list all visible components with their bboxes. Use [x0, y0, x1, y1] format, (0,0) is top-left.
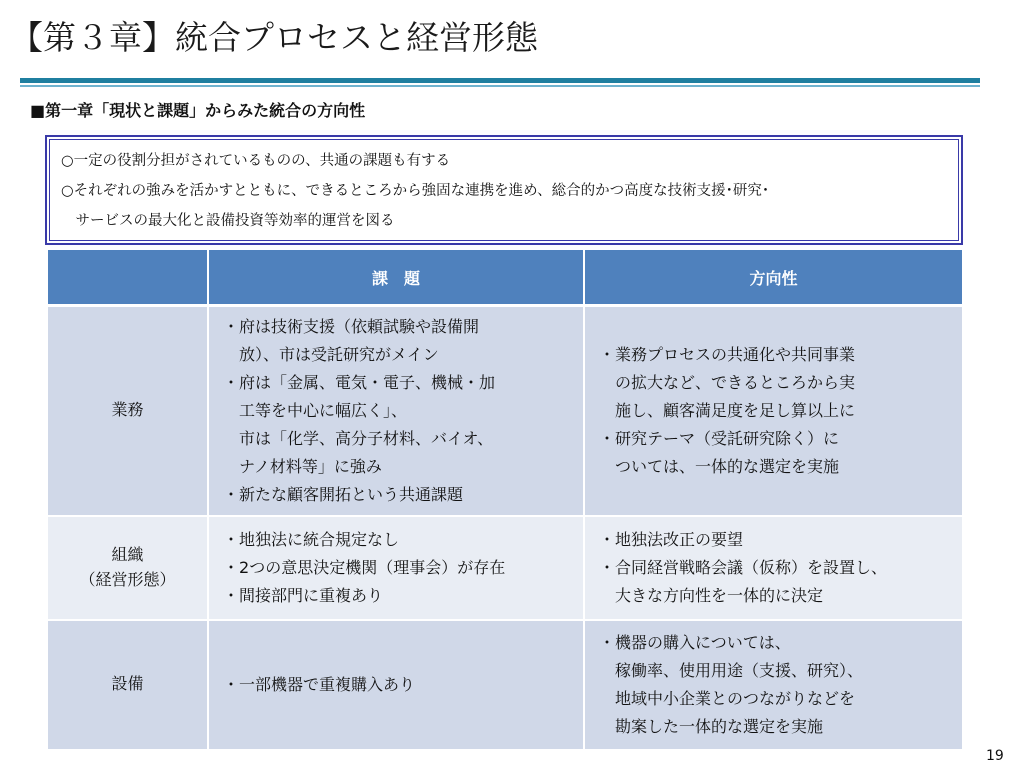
- title-underline-thin: [20, 85, 980, 87]
- list-item-line: 工等を中心に幅広く」、: [239, 400, 408, 420]
- row-label-line: 設備: [111, 674, 144, 694]
- issues-list: [209, 671, 583, 699]
- row-label-line: 業務: [111, 400, 144, 420]
- list-item-text: [615, 629, 863, 741]
- list-item-text: [239, 554, 505, 582]
- section-heading: ■第一章「現状と課題」からみた統合の方向性: [30, 101, 366, 120]
- list-item-line: 施し、顧客満足度を足し算以上に: [615, 400, 856, 420]
- list-item-line: 間接部門に重複あり: [239, 585, 384, 605]
- list-item-line: 府は「金属、電気・電子、機械・加: [239, 372, 496, 392]
- comparison-table: [48, 250, 962, 751]
- list-item-line: 市は「化学、高分子材料、バイオ、: [239, 428, 494, 448]
- list-item-line: 業務プロセスの共通化や共同事業: [615, 344, 856, 364]
- direction-cell: [584, 516, 962, 620]
- list-item-line: ついては、一体的な選定を実施: [615, 456, 840, 476]
- list-item-line: 勘案した一体的な選定を実施: [615, 716, 824, 736]
- list-item-line: の拡大など、できるところから実: [615, 372, 856, 392]
- list-item-line: 新たな顧客開拓という共通課題: [239, 484, 464, 504]
- direction-list: [585, 526, 962, 610]
- table-row: [48, 516, 962, 620]
- header-blank: [48, 250, 208, 306]
- list-item-text: [239, 313, 479, 369]
- list-item-line: 2つの意思決定機関（理事会）が存在: [239, 557, 506, 577]
- intro-line: ○一定の役割分担がされているものの、共通の課題も有する: [61, 153, 451, 169]
- row-label: [48, 620, 208, 750]
- list-item-text: [239, 526, 399, 554]
- page-number: 19: [986, 748, 1004, 764]
- row-label-line: 組織: [111, 544, 144, 564]
- table-row: [48, 620, 962, 750]
- list-item: [599, 554, 956, 610]
- list-item: [599, 526, 956, 554]
- header-issues: 課 題: [208, 250, 584, 306]
- intro-box: [45, 135, 963, 245]
- list-item-line: 地域中小企業とのつながりなどを: [615, 688, 856, 708]
- list-item: [599, 629, 956, 741]
- row-label-line: （経営形態）: [79, 569, 176, 589]
- list-item: [223, 671, 577, 699]
- list-item: [223, 582, 577, 610]
- list-item-line: 地独法改正の要望: [615, 529, 744, 549]
- list-item-line: 稼働率、使用用途（支援、研究）、: [615, 660, 864, 680]
- bullet-mark: ・: [599, 344, 616, 364]
- list-item-line: 地独法に統合規定なし: [239, 529, 400, 549]
- title-underline: [20, 78, 980, 83]
- bullet-mark: ・: [599, 632, 616, 652]
- list-item-text: [239, 369, 495, 481]
- bullet-mark: ・: [223, 557, 240, 577]
- issues-cell: [208, 516, 584, 620]
- direction-cell: [584, 620, 962, 750]
- issues-list: [209, 313, 583, 509]
- list-item: [223, 481, 577, 509]
- list-item-line: 合同経営戦略会議（仮称）を設置し、: [615, 557, 888, 577]
- list-item-line: 府は技術支援（依頼試験や設備開: [239, 316, 480, 336]
- list-item: [223, 313, 577, 369]
- list-item-text: [615, 526, 743, 554]
- direction-list: [585, 341, 962, 481]
- list-item-line: 一部機器で重複購入あり: [239, 674, 416, 694]
- issues-cell: [208, 306, 584, 516]
- row-label: [48, 306, 208, 516]
- list-item-text: [239, 481, 463, 509]
- header-direction: 方向性: [584, 250, 962, 306]
- list-item: [599, 341, 956, 425]
- list-item-text: [239, 671, 415, 699]
- list-item-text: [239, 582, 383, 610]
- bullet-mark: ・: [223, 316, 240, 336]
- table-header-row: [48, 250, 962, 306]
- bullet-mark: ・: [599, 529, 616, 549]
- list-item-line: 放）、市は受託研究がメイン: [239, 344, 439, 364]
- list-item-line: 機器の購入については、: [615, 632, 791, 652]
- list-item: [599, 425, 956, 481]
- bullet-mark: ・: [223, 529, 240, 549]
- table-row: [48, 306, 962, 516]
- intro-line: サービスの最大化と設備投資等効率的運営を図る: [61, 213, 395, 229]
- bullet-mark: ・: [599, 557, 616, 577]
- bullet-mark: ・: [223, 585, 240, 605]
- list-item: [223, 554, 577, 582]
- list-item-line: 研究テーマ（受託研究除く）に: [615, 428, 840, 448]
- list-item-line: 大きな方向性を一体的に決定: [615, 585, 824, 605]
- list-item: [223, 369, 577, 481]
- intro-line: ○それぞれの強みを活かすとともに、できるところから強固な連携を進め、総合的かつ高度な技術支援･研究･: [61, 183, 770, 199]
- bullet-mark: ・: [223, 484, 240, 504]
- slide-title: 【第３章】統合プロセスと経営形態: [10, 18, 538, 57]
- bullet-mark: ・: [223, 674, 240, 694]
- bullet-mark: ・: [223, 372, 240, 392]
- bullet-mark: ・: [599, 428, 616, 448]
- list-item-text: [615, 425, 839, 481]
- list-item-text: [615, 341, 855, 425]
- direction-list: [585, 629, 962, 741]
- row-label: [48, 516, 208, 620]
- list-item: [223, 526, 577, 554]
- issues-cell: [208, 620, 584, 750]
- direction-cell: [584, 306, 962, 516]
- issues-list: [209, 526, 583, 610]
- list-item-line: ナノ材料等」に強み: [239, 456, 382, 476]
- list-item-text: [615, 554, 887, 610]
